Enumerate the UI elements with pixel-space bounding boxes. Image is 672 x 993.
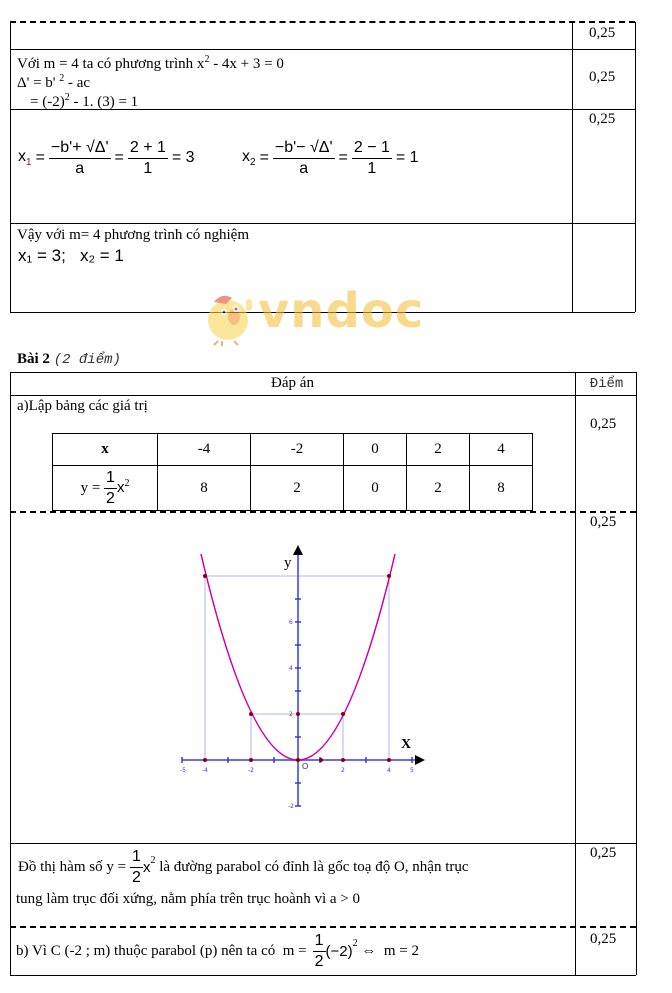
graph-description-line2: tung làm trục đối xứng, nằm phía trên trục hoành vì a > 0	[16, 891, 361, 907]
root-x1-formula: $x_1$ = $\frac{-b'+ √\Delta'}{a}$ = $\frac{2 + 1}{1}$ = 3	[18, 138, 195, 177]
fraction: $\frac{2 - 1}{1}$	[353, 138, 390, 177]
part1-row-divider	[10, 49, 635, 50]
svg-text:5: 5	[410, 767, 414, 774]
row-b-solution: b) Vì C (-2 ; m) thuộc parabol (p) nên ta có m = $\frac{1}{2}$ (−2) $^2$ ⇔ m = 2	[16, 931, 420, 970]
table-cell: 0	[344, 434, 407, 466]
fraction: $\frac{-b'- √\Delta'}{a}$	[274, 138, 333, 177]
fraction: $\frac{2 + 1}{1}$	[129, 138, 166, 177]
table-cell: 8	[158, 466, 251, 511]
fraction: $\frac{1}{2}$	[132, 847, 141, 886]
part2-left-border	[10, 372, 11, 975]
svg-text:-4: -4	[202, 767, 208, 774]
conclusion-text: Vậy với m= 4 phương trình có nghiệm	[17, 227, 250, 243]
table-cell: -2	[251, 434, 344, 466]
score-cell: 0,25	[590, 845, 617, 861]
y-axis-label: y	[284, 555, 292, 571]
score-cell: 0,25	[590, 931, 617, 947]
part1-row-divider	[10, 223, 635, 224]
svg-text:6: 6	[289, 619, 293, 626]
svg-text:-2: -2	[248, 767, 254, 774]
header-score: Điểm	[589, 376, 624, 392]
svg-text:-5: -5	[180, 767, 186, 774]
score-cell: 0,25	[590, 514, 617, 530]
vndoc-watermark	[200, 283, 430, 347]
part1-right-border	[635, 22, 636, 312]
fraction: $\frac{1}{2}$	[314, 931, 324, 970]
top-dashed-border	[10, 21, 635, 23]
watermark-text: vndoc	[258, 283, 425, 339]
table-cell: 2	[251, 466, 344, 511]
conclusion-solution: x₁ = 3; x₂ = 1	[18, 246, 124, 265]
part2-header-divider	[10, 395, 636, 396]
part1-left-border	[10, 22, 11, 312]
svg-text:-2: -2	[288, 803, 294, 810]
svg-text:2: 2	[289, 711, 293, 718]
svg-text:4: 4	[289, 665, 293, 672]
score-cell: 0,25	[589, 111, 616, 127]
table-cell: 0	[344, 466, 407, 511]
svg-text:2: 2	[341, 767, 345, 774]
table-cell: 8	[470, 466, 533, 511]
x-axis-label: X	[401, 737, 412, 752]
table-cell: 2	[407, 434, 470, 466]
parabola-graph	[170, 530, 440, 820]
value-table	[52, 433, 533, 511]
fraction: $\frac{1}{2}$	[106, 468, 115, 507]
part2-row-divider	[10, 843, 636, 844]
delta-value: = $(-2)^2 - 1$. (3) = 1	[30, 92, 139, 110]
section-title: Bài 2 (2 điểm)	[17, 351, 121, 368]
part1-score-divider	[572, 22, 573, 312]
delta-formula: Δ' = b' $^2$ - ac	[17, 73, 91, 91]
origin-label: O	[302, 762, 309, 771]
table-cell: -4	[158, 434, 251, 466]
part2-score-divider	[575, 372, 576, 975]
table-cell: 2	[407, 466, 470, 511]
equation-line: Với m = 4 ta có phương trình $x^2 - 4x + 3 = 0$	[17, 54, 284, 72]
score-cell: 0,25	[589, 69, 616, 85]
part2-bottom-border	[10, 975, 636, 976]
part2-right-border	[636, 372, 637, 975]
fraction: $\frac{-b'+ √\Delta'}{a}$	[50, 138, 109, 177]
part2-top-border	[10, 372, 636, 373]
part2-dashed-divider	[10, 511, 636, 513]
score-cell: 0,25	[589, 25, 616, 41]
header-answer: Đáp án	[271, 375, 314, 391]
svg-text:4: 4	[387, 767, 391, 774]
root-x2-formula: $x_2$ = $\frac{-b'- √\Delta'}{a}$ = $\frac{2 - 1}{1}$ = 1	[242, 138, 419, 177]
row-a-label: a)Lập bảng các giá trị	[17, 398, 148, 414]
part2-dashed-divider	[10, 926, 636, 928]
graph-description: Đồ thị hàm số y = $\frac{1}{2}$ x $^2$ là đường parabol có đỉnh là gốc toạ độ O, nhận trục	[18, 847, 469, 886]
table-header-x: x	[53, 434, 158, 466]
table-header-y: y = $\frac{1}{2}$ $x^2$	[53, 466, 158, 511]
score-cell: 0,25	[590, 416, 617, 432]
table-cell: 4	[470, 434, 533, 466]
